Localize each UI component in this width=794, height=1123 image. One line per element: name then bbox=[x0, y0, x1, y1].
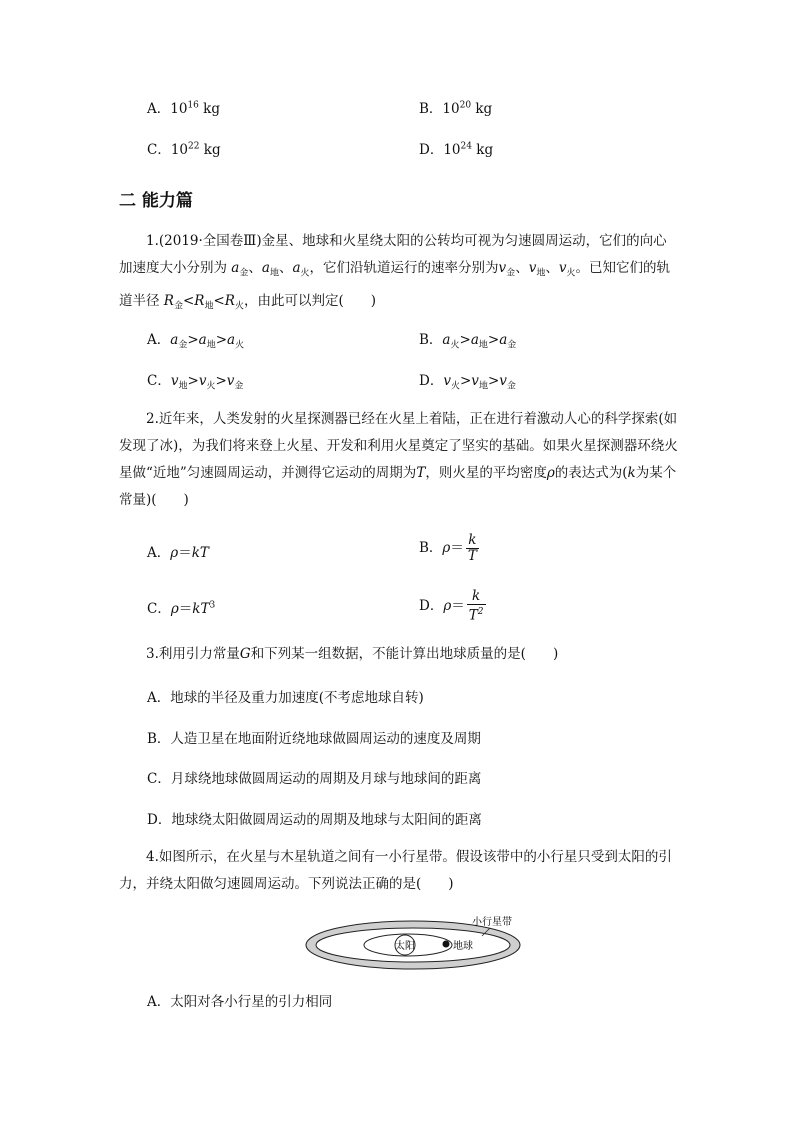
var-rho: ρ bbox=[170, 545, 179, 561]
var-g: G bbox=[239, 646, 251, 662]
sub-jin: 金 bbox=[234, 381, 244, 392]
q2-option-a bbox=[147, 541, 209, 561]
sub-jin: 金 bbox=[173, 301, 183, 312]
sub-jin: 金 bbox=[178, 340, 188, 351]
option-label: B． bbox=[419, 540, 443, 556]
var-rho: ρ bbox=[546, 465, 555, 481]
q2-text-3: 的表达式为( bbox=[554, 465, 628, 481]
exponent: 2 bbox=[477, 607, 484, 617]
q3-option-d: D．地球绕太阳做圆周运动的周期及地球与太阳间的距离 bbox=[147, 812, 482, 828]
q4-option-a: A．太阳对各小行星的引力相同 bbox=[147, 994, 333, 1010]
exponent: 16 bbox=[187, 100, 199, 111]
unit: kg bbox=[471, 142, 494, 158]
var-k: k bbox=[627, 465, 636, 481]
option-label: C． bbox=[147, 373, 171, 389]
var-t: T bbox=[416, 465, 426, 481]
exponent: 3 bbox=[209, 600, 216, 611]
option-a-mass bbox=[147, 97, 220, 117]
option-label: C． bbox=[147, 142, 171, 158]
option-label: D． bbox=[419, 597, 444, 614]
option-label: C． bbox=[147, 601, 171, 617]
belt-label: 小行星带 bbox=[472, 917, 512, 928]
q1-text-3: 。已知它们的轨道半径 bbox=[119, 260, 670, 309]
var-t: T bbox=[468, 607, 478, 624]
option-d-mass bbox=[419, 138, 493, 158]
sub-huo: 火 bbox=[566, 268, 576, 279]
q3-text-2: 和下列某一组数据，不能计算出地球质量的是( ) bbox=[250, 646, 559, 662]
mantissa: 10 bbox=[170, 101, 188, 117]
earth-label: 地球 bbox=[453, 941, 473, 952]
sub-di: 地 bbox=[204, 301, 214, 312]
q2-option-c bbox=[147, 597, 215, 617]
fraction-k-over-t2 bbox=[467, 589, 486, 624]
asteroid-belt-figure bbox=[300, 910, 540, 980]
q1-option-d: D．$v_火>v_地>v_金$ bbox=[419, 373, 516, 392]
var-rho: ρ bbox=[443, 597, 452, 614]
question-1: 1.(2019·全国卷Ⅲ)金星、地球和火星绕太阳的公转均可视为匀速圆周运动，它们的向心加速度大小分别为 $a_金$、$a_地$、$a_火$，它们沿轨道运行的速率分别为$v_金$、$v_地$、$v_火$。已知它们的轨道半径 $R_金<R_地<R_火$，由此可以判定( ) bbox=[119, 233, 670, 312]
denominator: T bbox=[467, 548, 477, 564]
sub-di: 地 bbox=[269, 268, 279, 279]
q1-option-a: A．$a_金>a_地>a_火$ bbox=[147, 332, 245, 351]
sun-label: 太阳 bbox=[395, 941, 415, 952]
question-4 bbox=[119, 844, 679, 898]
sub-di: 地 bbox=[206, 340, 216, 351]
earth-icon bbox=[443, 941, 450, 948]
option-label: D． bbox=[419, 373, 444, 389]
sub-huo: 火 bbox=[300, 268, 310, 279]
sub-huo: 火 bbox=[206, 381, 216, 392]
exponent: 20 bbox=[459, 100, 472, 111]
sub-di: 地 bbox=[478, 340, 488, 351]
sub-jin: 金 bbox=[507, 340, 517, 351]
denominator bbox=[467, 605, 486, 624]
q1-text-2: ，它们沿轨道运行的速率分别为 bbox=[309, 260, 499, 276]
section-title: 二 能力篇 bbox=[119, 191, 193, 211]
mantissa: 10 bbox=[443, 142, 461, 158]
option-label: B． bbox=[419, 332, 443, 348]
numerator: k bbox=[467, 589, 486, 605]
sub-jin: 金 bbox=[506, 268, 516, 279]
sub-di: 地 bbox=[478, 381, 488, 392]
option-label: B． bbox=[419, 101, 443, 117]
option-label: A． bbox=[147, 545, 171, 561]
var-kt: kT bbox=[191, 545, 209, 561]
equals: ＝ bbox=[178, 601, 193, 617]
mantissa: 10 bbox=[170, 142, 189, 158]
mantissa: 10 bbox=[442, 101, 460, 117]
var-rho: ρ bbox=[442, 540, 451, 556]
unit: kg bbox=[471, 101, 493, 117]
question-3 bbox=[119, 641, 679, 668]
option-label: D． bbox=[419, 142, 444, 158]
q1-text-1: 1.(2019·全国卷Ⅲ)金星、地球和火星绕太阳的公转均可视为匀速圆周运动，它们的向心加速度大小分别为 bbox=[119, 233, 667, 276]
sub-huo: 火 bbox=[234, 301, 244, 312]
q2-text-2: ，则火星的平均密度 bbox=[425, 465, 547, 481]
sub-jin: 金 bbox=[506, 381, 516, 392]
equals: ＝ bbox=[451, 597, 465, 614]
q3-option-c: C．月球绕地球做圆周运动的周期及月球与地球间的距离 bbox=[147, 771, 482, 787]
q4-text: 4.如图所示，在火星与木星轨道之间有一小行星带。假设该带中的小行星只受到太阳的引力，并绕太阳做匀速圆周运动。下列说法正确的是( ) bbox=[119, 849, 672, 892]
q3-text-1: 3.利用引力常量 bbox=[146, 646, 240, 662]
sub-jin: 金 bbox=[239, 268, 249, 279]
q2-option-d bbox=[419, 589, 486, 624]
q1-option-b: B．$a_火>a_地>a_金$ bbox=[419, 332, 517, 351]
numerator: k bbox=[466, 533, 479, 549]
option-label: A． bbox=[147, 332, 171, 348]
var-kt: kT bbox=[192, 601, 210, 617]
q3-option-a: A．地球的半径及重力加速度(不考虑地球自转) bbox=[147, 690, 424, 706]
q3-option-b: B．人造卫星在地面附近绕地球做圆周运动的速度及周期 bbox=[147, 731, 481, 747]
var-rho: ρ bbox=[170, 601, 179, 617]
question-2 bbox=[119, 406, 679, 514]
option-label: A． bbox=[147, 101, 171, 117]
unit: kg bbox=[198, 101, 221, 117]
equals: ＝ bbox=[178, 545, 192, 561]
exponent: 24 bbox=[460, 141, 472, 152]
sub-huo: 火 bbox=[235, 340, 245, 351]
option-c-mass bbox=[147, 138, 221, 158]
q1-text-4: ，由此可以判定( ) bbox=[243, 292, 377, 309]
sub-huo: 火 bbox=[450, 381, 460, 392]
q1-option-c: C．$v_地>v_火>v_金$ bbox=[147, 373, 244, 392]
q2-option-b bbox=[419, 533, 479, 564]
equals: ＝ bbox=[450, 540, 464, 556]
option-b-mass bbox=[419, 97, 492, 117]
sub-huo: 火 bbox=[450, 340, 460, 351]
sub-di: 地 bbox=[536, 268, 546, 279]
sub-di: 地 bbox=[178, 381, 188, 392]
unit: kg bbox=[199, 142, 221, 158]
q2-text-1: 2.近年来，人类发射的火星探测器已经在火星上着陆，正在进行着激动人心的科学探索(如发现了冰)，为我们将来登上火星、开发和利用火星奠定了坚实的基础。如果火星探测器环绕火星做“近地”匀速圆周运动，并测得它运动的周期为 bbox=[119, 411, 678, 481]
q2-text-4: 为某个常量)( ) bbox=[119, 465, 677, 508]
exponent: 22 bbox=[188, 141, 200, 152]
fraction-k-over-t bbox=[466, 533, 479, 564]
